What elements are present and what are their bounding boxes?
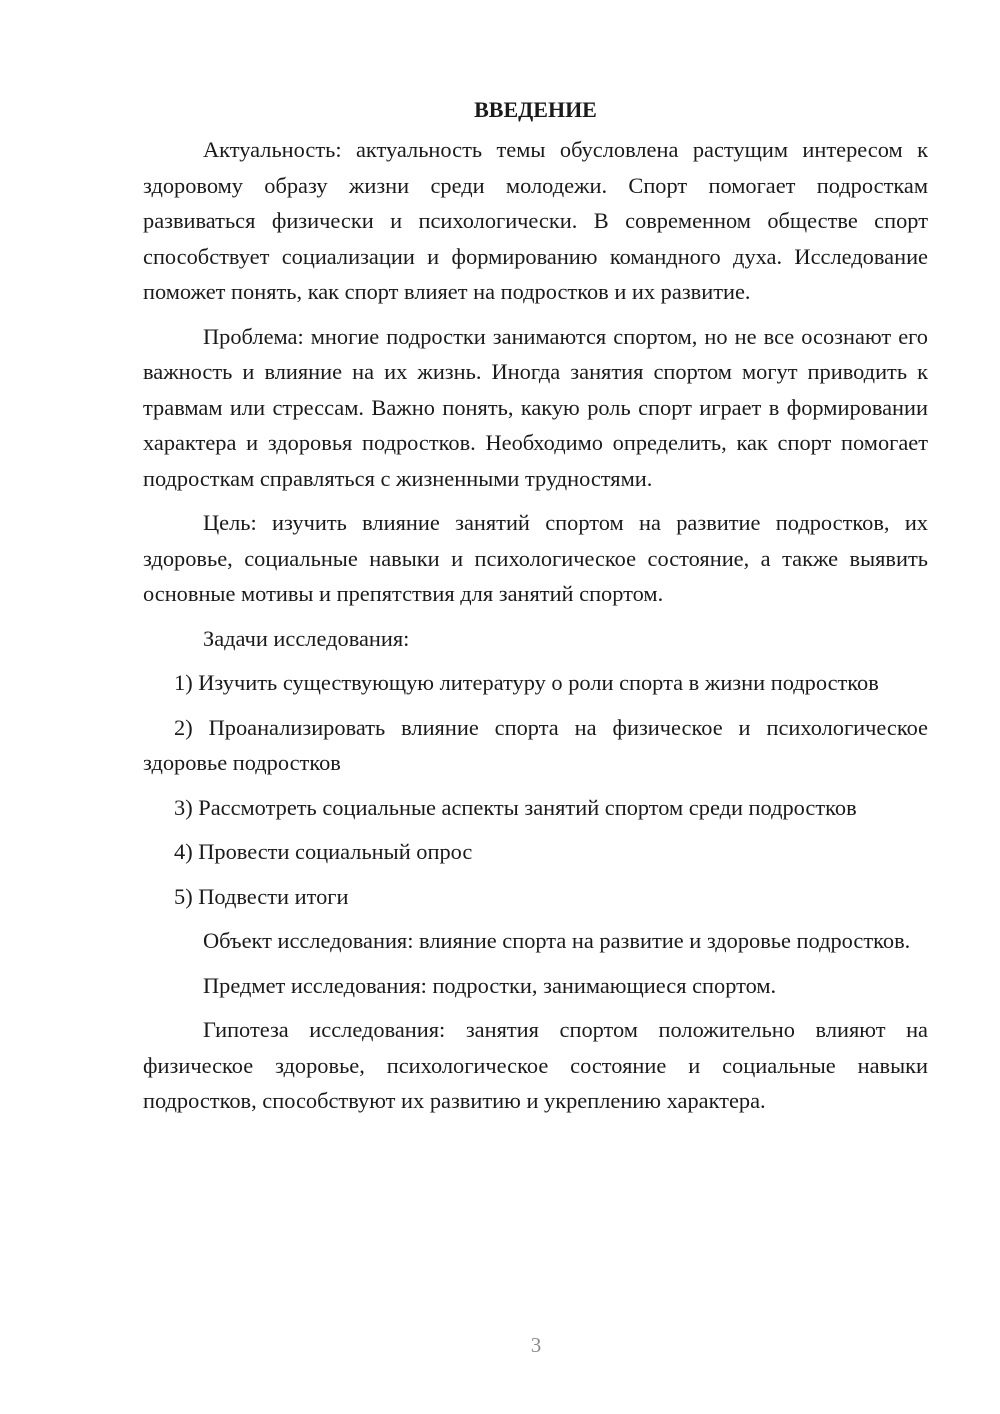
task-item: 5) Подвести итоги xyxy=(174,883,349,909)
task-item: 4) Провести социальный опрос xyxy=(174,839,473,864)
subject-paragraph: Предмет исследования: подростки, занимающиеся спортом. xyxy=(203,972,777,998)
object-paragraph: Объект исследования: влияние спорта на развитие и здоровье подростков. xyxy=(203,928,911,953)
task-item: 3) Рассмотреть социальные аспекты занятий спортом среди подростков xyxy=(174,794,857,820)
page-number: 3 xyxy=(530,1333,542,1357)
page-content xyxy=(143,92,928,1128)
hypothesis-paragraph: Гипотеза исследования: занятия спортом положительно влияют на физическое здоровье, психологическое состояние и социальные навыки подростков, способствуют их развитию и укреплению характера. xyxy=(143,1017,928,1113)
task-item: 1) Изучить существующую литературу о роли спорта в жизни подростков xyxy=(174,670,879,695)
goal-paragraph: Цель: изучить влияние занятий спортом на развитие подростков, их здоровье, социальные навыки и психологическое состояние, а также выявить основные мотивы и препятствия для занятий спортом. xyxy=(143,510,928,606)
page-title: ВВЕДЕНИЕ xyxy=(474,97,597,122)
relevance-paragraph: Актуальность: актуальность темы обусловлена растущим интересом к здоровому образу жизни среди молодежи. Спорт помогает подросткам развиваться физически и психологически. В современном обществе спорт способствует социализации и формированию командного духа. Исследование поможет понять, как спорт влияет на подростков и их развитие. xyxy=(143,137,928,304)
tasks-heading: Задачи исследования: xyxy=(203,625,410,651)
task-item: 2) Проанализировать влияние спорта на физическое и психологическое здоровье подростков xyxy=(143,714,928,775)
problem-paragraph: Проблема: многие подростки занимаются спортом, но не все осознают его важность и влияние на их жизнь. Иногда занятия спортом могут приводить к травмам или стрессам. Важно понять, какую роль спорт играет в формировании характера и здоровья подростков. Необходимо определить, как спорт помогает подросткам справляться с жизненными трудностями. xyxy=(143,323,928,491)
